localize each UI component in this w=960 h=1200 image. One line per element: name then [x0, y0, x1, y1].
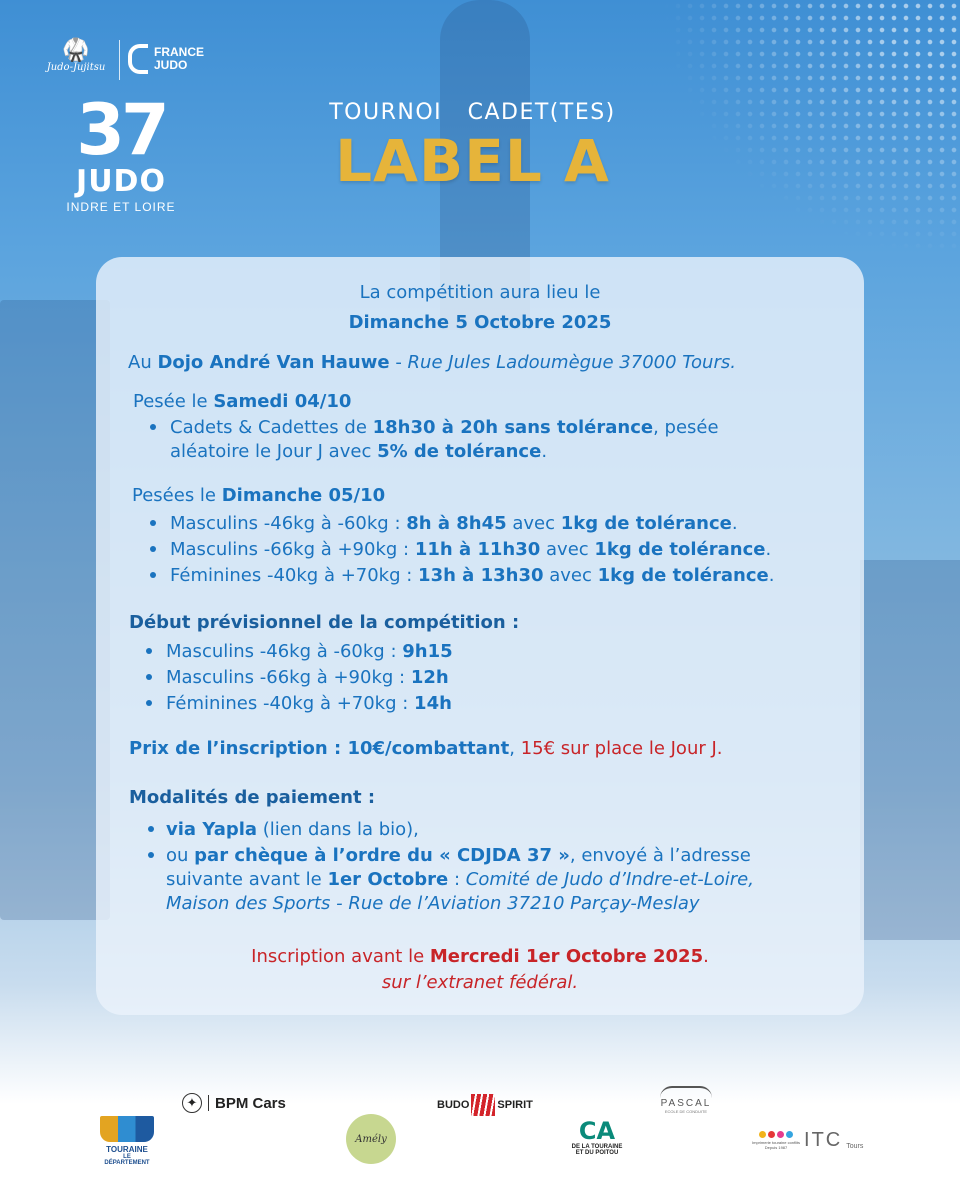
ligue-logo-text: Judo-Jujitsu [46, 62, 106, 73]
title-tournoi: TOURNOI CADET(TES) [329, 100, 616, 125]
weighin-sat-day: Samedi 04/10 [213, 391, 352, 412]
text-span: , envoyé à l’adresse [569, 845, 751, 866]
text-span: 1kg de tolérance [560, 513, 732, 534]
background-building-left [0, 300, 110, 920]
text-span: , pesée [653, 417, 719, 438]
cd37-logo-judo: JUDO [76, 164, 166, 199]
text-span: 1kg de tolérance [594, 539, 766, 560]
text-span: . [541, 441, 548, 462]
weighin-sun-day: Dimanche 05/10 [221, 485, 386, 506]
car-icon [660, 1086, 712, 1098]
venue-sep: - [389, 352, 408, 373]
text-span: Cadets & Cadettes de [170, 417, 373, 438]
text-span: 18h30 à 20h sans tolérance [372, 417, 654, 438]
start-heading: Début prévisionnel de la compétition : [129, 612, 520, 633]
amely-text: Amély [355, 1133, 387, 1145]
payment-cheque-line2 [166, 868, 754, 892]
weighin-sat-line1 [170, 416, 719, 440]
cd37-logo [62, 89, 180, 214]
bullet [150, 424, 156, 430]
itc-text: ITC [804, 1129, 843, 1151]
ca-text-2: ET DU POITOU [575, 1150, 619, 1156]
text-span: avec [506, 513, 561, 534]
text-span: . [703, 946, 709, 967]
weighin-sun-item [170, 538, 771, 562]
sponsor-bpm-cars [182, 1093, 286, 1113]
text-span: Masculins -46kg à -60kg : [166, 641, 403, 662]
venue-address: Rue Jules Ladoumègue 37000 Tours. [407, 352, 736, 373]
payment-item-cheque [166, 844, 751, 868]
price-online: 10€/combattant [347, 738, 510, 759]
text-span: . [765, 539, 772, 560]
text-span: Masculins -66kg à +90kg : [170, 539, 415, 560]
weighin-sun-heading [132, 484, 385, 508]
venue-line [128, 351, 736, 375]
text-span: Comité de Judo d’Indre-et-Loire, [465, 869, 754, 890]
price-line [129, 737, 723, 761]
text-span: 5% de tolérance [377, 441, 542, 462]
text-span: . [768, 565, 775, 586]
weighin-sun-prefix: Pesées le [132, 485, 222, 506]
text-span: avec [543, 565, 598, 586]
start-item [166, 666, 449, 690]
ca-text-1: DE LA TOURAINE [571, 1144, 623, 1150]
judoka-icon: 🥋 [62, 37, 90, 62]
text-span: ou [166, 845, 195, 866]
weighin-sun-item [170, 564, 774, 588]
itc-sub-text: Tours [846, 1143, 864, 1150]
budo-spirit-icon [471, 1094, 495, 1116]
bullet [150, 572, 156, 578]
text-span: 1kg de tolérance [597, 565, 769, 586]
bullet [146, 700, 152, 706]
text-span: . [731, 513, 738, 534]
payment-item-yapla [166, 818, 419, 842]
text-span: suivante avant le [166, 869, 328, 890]
payment-heading: Modalités de paiement : [129, 787, 376, 808]
price-label: Prix de l’inscription : [129, 738, 348, 759]
mercedes-star-icon: ✦ [182, 1093, 202, 1113]
ffj-logo-line2: JUDO [154, 58, 188, 72]
ffj-logo-line1: FRANCE [154, 45, 204, 59]
budo-text: BUDO [437, 1099, 470, 1111]
text-span: avec [540, 539, 595, 560]
text-span: (lien dans la bio), [257, 819, 419, 840]
pascal-sub: ECOLE DE CONDUITE [664, 1109, 708, 1114]
text-span: Masculins -46kg à -60kg : [170, 513, 407, 534]
sponsor-touraine [100, 1116, 154, 1166]
text-span: via Yapla [166, 819, 258, 840]
sponsor-credit-agricole [566, 1118, 628, 1156]
sponsor-pascal [654, 1086, 718, 1114]
touraine-text: TOURAINE [106, 1145, 148, 1154]
bullet [146, 674, 152, 680]
itc-left [752, 1131, 800, 1150]
text-span: , [509, 738, 521, 759]
weighin-sat-heading [133, 390, 351, 414]
touraine-sub: LE DÉPARTEMENT [104, 1154, 150, 1166]
deadline-line [96, 945, 864, 969]
deadline-extranet: sur l’extranet fédéral. [381, 972, 579, 993]
title-label-a: LABEL A [335, 127, 610, 195]
venue-prefix: Au [128, 352, 158, 373]
spirit-text: SPIRIT [497, 1099, 533, 1111]
text-span: Masculins -66kg à +90kg : [166, 667, 411, 688]
text-span: 8h à 8h45 [406, 513, 507, 534]
cd37-logo-number: 37 [76, 89, 166, 171]
sponsor-budo-spirit [437, 1094, 533, 1116]
text-span: par chèque à l’ordre du « CDJDA 37 » [194, 845, 570, 866]
cd37-logo-sub: INDRE ET LOIRE [66, 200, 176, 214]
start-item [166, 692, 452, 716]
bullet [150, 520, 156, 526]
weighin-sat-prefix: Pesée le [133, 391, 214, 412]
venue-name: Dojo André Van Hauwe [157, 352, 390, 373]
text-span: 12h [410, 667, 449, 688]
text-span: Féminines -40kg à +70kg : [170, 565, 419, 586]
itc-small-text: Imprimerie touraine conflits [752, 1140, 801, 1145]
credit-agricole-icon: CA [578, 1117, 616, 1145]
logo-divider [119, 40, 120, 80]
bpm-cars-text: BPM Cars [215, 1094, 286, 1112]
price-onsite: 15€ sur place le Jour J. [520, 738, 723, 759]
text-span: 11h à 11h30 [414, 539, 541, 560]
sponsor-itc [752, 1130, 863, 1150]
text-span: 14h [414, 693, 452, 714]
france-judo-logo [128, 44, 204, 74]
pascal-text: PASCAL [660, 1098, 712, 1109]
france-judo-icon [128, 44, 148, 74]
halftone-dots [660, 0, 960, 260]
text-span: 13h à 13h30 [418, 565, 544, 586]
text-span: : [448, 869, 466, 890]
payment-cheque-line3: Maison des Sports - Rue de l’Aviation 37210 Parçay-Meslay [166, 893, 700, 914]
text-span: 9h15 [402, 641, 453, 662]
text-span: Inscription avant le [251, 946, 430, 967]
bullet [150, 546, 156, 552]
text-span: Féminines -40kg à +70kg : [166, 693, 415, 714]
competition-date: Dimanche 5 Octobre 2025 [348, 312, 612, 333]
itc-since-text: Depuis 1987 [764, 1145, 788, 1150]
text-span: 1er Octobre [327, 869, 449, 890]
weighin-sat-line2 [170, 440, 547, 464]
text-span: Mercredi 1er Octobre 2025 [429, 946, 704, 967]
sponsor-divider [208, 1095, 209, 1111]
intro-line: La compétition aura lieu le [359, 282, 601, 303]
ligue-logo [40, 38, 112, 84]
background-building-right [860, 560, 960, 940]
sponsor-amely [346, 1114, 396, 1164]
bullet [146, 648, 152, 654]
text-span: aléatoire le Jour J avec [170, 441, 378, 462]
weighin-sun-item [170, 512, 738, 536]
itc-dots-icon [752, 1131, 800, 1138]
start-item [166, 640, 453, 664]
bullet [148, 826, 154, 832]
touraine-icon [100, 1116, 154, 1142]
bullet [148, 852, 154, 858]
